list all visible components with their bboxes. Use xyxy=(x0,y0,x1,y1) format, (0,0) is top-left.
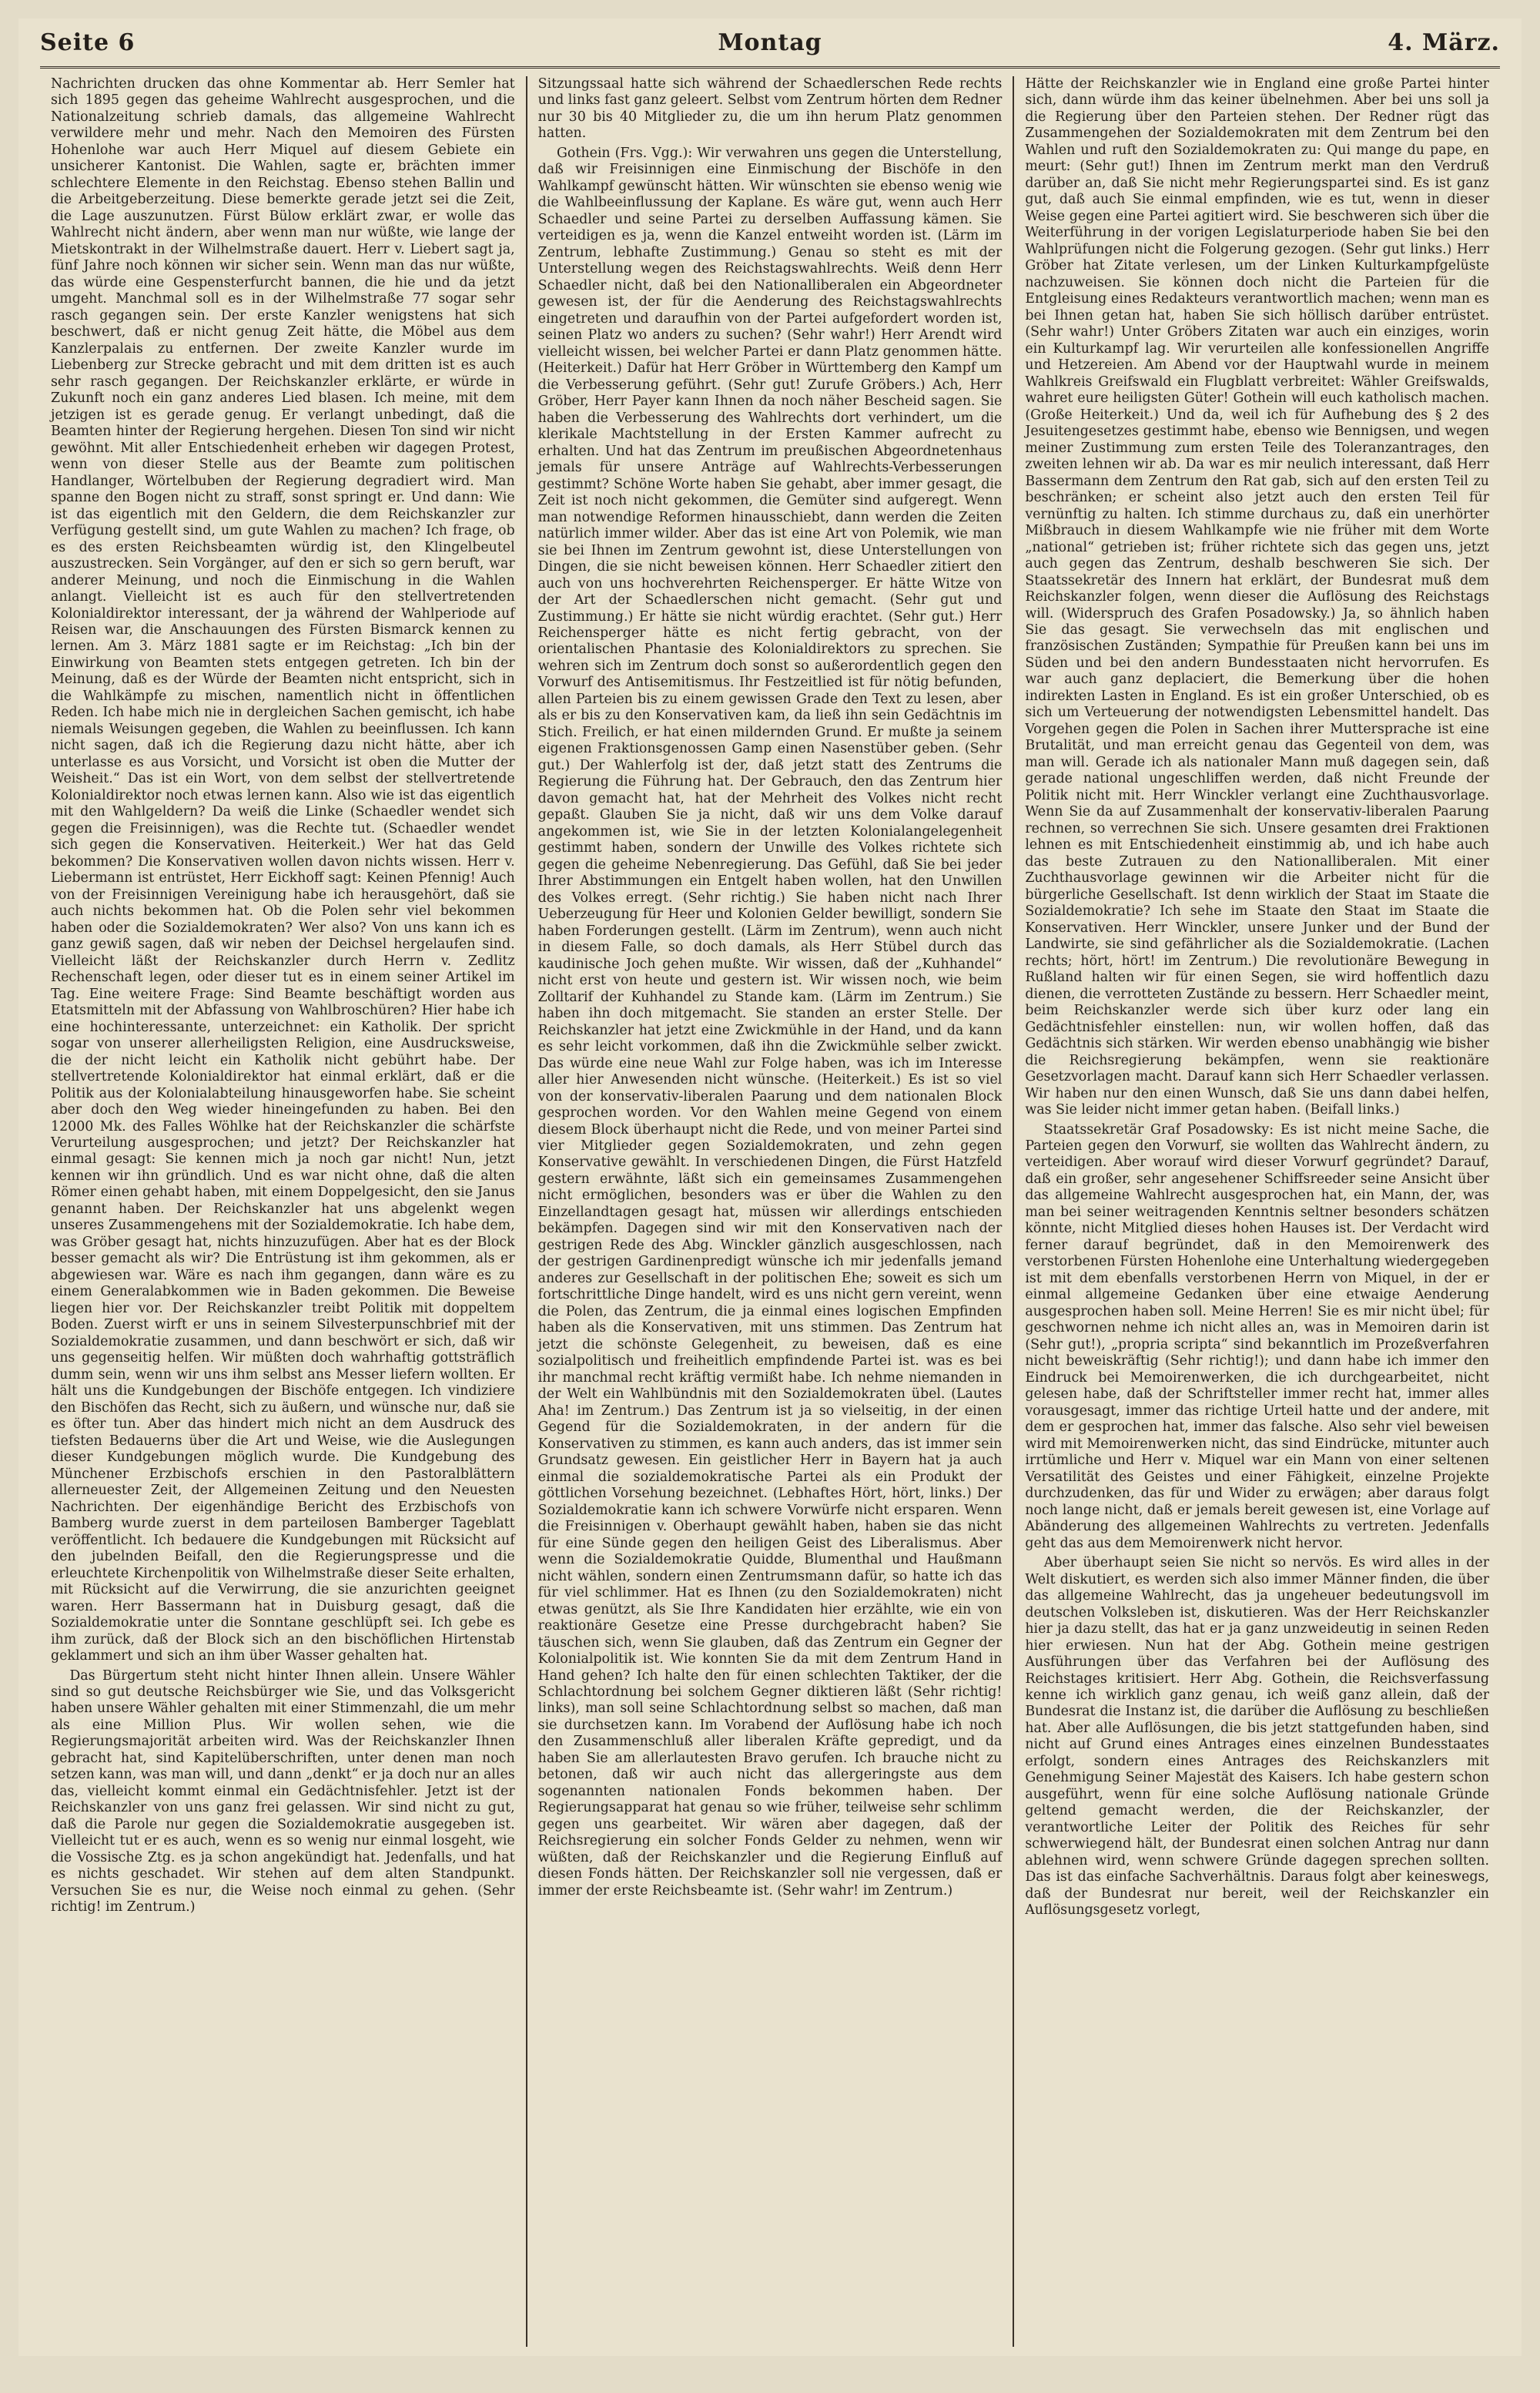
paragraph: Sitzungssaal hatte sich während der Schaedlerschen Rede rechts und links fast ganz geleert. Selbst vom Zentrum hörten dem Redner nur 30 bis 40 Mitglieder zu, die um ihn herum Platz genommen hatten. xyxy=(537,76,1003,142)
page-weekday: Montag xyxy=(718,28,822,56)
page-date: 4. März. xyxy=(1388,28,1500,56)
article-columns xyxy=(40,76,1500,2347)
paragraph: Staatssekretär Graf Posadowsky: Es ist nicht meine Sache, die Parteien gegen den Vorwurf, sie wollten das Wahlrecht ändern, zu verteidigen. Aber worauf wird dieser Vorwurf gegründet? Darauf, daß ein großer, sehr angesehener Schiffsreeder seine Ansicht über das allgemeine Wahlrecht ausgesprochen hat, ein Mann, der, was man bei seiner weitragenden Kenntnis seltner besonders schätzen könnte, nicht Mitglied dieses hohen Hauses ist. Der Verdacht wird ferner darauf begründet, daß in den Memoirenwerk des verstorbenen Fürsten Hohenlohe eine Unterhaltung wiedergegeben ist mit dem ebenfalls verstorbenen Herrn von Miquel, in der er einmal allgemeine Gedanken über eine etwaige Aenderung ausgesprochen haben soll. Meine Herren! Sie es mir nicht übel; für geschwornen nehme ich nicht alles an, was in Memoiren darin ist (Sehr gut!), „propria scripta“ sind bekanntlich im Prozeßverfahren nicht beweiskräftig (Sehr richtig!); und dann habe ich immer den Eindruck bei Memoirenwerken, die ich durchgearbeitet, nicht gelesen habe, daß der Schriftsteller immer recht hat, immer alles vorausgesagt, immer das richtige Urteil hatte und der andere, mit dem er gesprochen hat, immer das falsche. Also sehr viel beweisen wird mit Memoirenwerken nicht, das sind Eindrücke, mitunter auch irrtümliche und Herr v. Miquel war ein Mann von einer seltenen Versatilität des Geistes und einer Fähigkeit, einzelne Projekte durchzudenken, das für und Wider zu erwägen; aber daraus folgt noch lange nicht, daß er jemals bereit gewesen ist, eine Vorlage auf Abänderung des allgemeinen Wahlrechts zu vertreten. Jedenfalls geht das aus dem Memoirenwerk nicht hervor. xyxy=(1025,1121,1490,1551)
page-header xyxy=(40,18,1500,69)
newspaper-page xyxy=(18,18,1522,2356)
page-number: Seite 6 xyxy=(40,28,136,56)
paragraph: Aber überhaupt seien Sie nicht so nervös. Es wird alles in der Welt diskutiert, es werden sich also immer Männer finden, die über das allgemeine Wahlrecht, das ja ungeheuer bedeutungsvoll im deutschen Volksleben ist, diskutieren. Was der Herr Reichskanzler hier ja dazu stellt, das hat er ja ganz unzweideutig in seinen Reden hier erwiesen. Nun hat der Abg. Gothein meine gestrigen Ausführungen über das Verfahren bei der Auflösung des Reichstages kritisiert. Herr Abg. Gothein, die Reichsverfassung kenne ich wirklich ganz genau, ich weiß ganz allein, daß der Bundesrat die Instanz ist, die darüber die Auflösung zu beschließen hat. Aber alle Auflösungen, die bis jetzt stattgefunden haben, sind nicht auf Grund eines Antrages eines einzelnen Bundesstaates erfolgt, sondern eines Antrages des Reichskanzlers mit Genehmigung Seiner Majestät des Kaisers. Ich habe gestern schon ausgeführt, wenn für eine solche Auflösung nationale Gründe geltend gemacht werden, die der Reichskanzler, der verantwortliche Leiter der Politik des Reiches für sehr schwerwiegend hält, der Bundesrat einen solchen Antrag nur dann ablehnen wird, wenn schwere Gründe dagegen sprechen sollten. Das ist das einfache Sachverhältnis. Daraus folgt aber keineswegs, daß der Bundesrat nur bereit, weil der Reichskanzler ein Auflösungsgesetz vorlegt, xyxy=(1025,1555,1490,1919)
column-1 xyxy=(40,76,526,2347)
paragraph: Nachrichten drucken das ohne Kommentar ab. Herr Semler hat sich 1895 gegen das geheime Wahlrecht ausgesprochen, und die Nationalzeitung schrieb damals, das allgemeine Wahlrecht verwildere mehr und mehr. Nach den Memoiren des Fürsten Hohenlohe war auch Herr Miquel auf diesem Gebiete ein unsicherer Kantonist. Die Wahlen, sagte er, brächten immer schlechtere Elemente in den Reichstag. Ebenso stehen Ballin und die Arbeitgeberzeitung. Diese bemerkte gerade jetzt sei die Zeit, die Lage auszunutzen. Fürst Bülow erklärt zwar, er wolle das Wahlrecht nicht ändern, aber wenn man nur wüßte, wie lange der Mietskontrakt in der Wilhelmstraße dauert. Herr v. Liebert sagt ja, fünf Jahre noch können wir sicher sein. Wenn man das nur wüßte, das würde eine Gespensterfurcht bannen, die hie und da jetzt umgeht. Manchmal soll es in der Wilhelmstraße 77 sogar sehr rasch gegangen sein. Der erste Kanzler wenigstens hat sich beschwert, daß er nicht genug Zeit hätte, die Möbel aus dem Kanzlerpalais zu entfernen. Der zweite Kanzler wurde im Liebenberg zur Strecke gebracht und mit dem dritten ist es auch sehr rasch gegangen. Der Reichskanzler erklärte, er würde in Zukunft noch ein ganz anderes Lied blasen. Ich meine, mit dem jetzigen ist es gerade genug. Er verlangt unbedingt, daß die Beamten hinter der Regierung hergehen. Diesen Ton sind wir nicht gewöhnt. Mit aller Entschiedenheit erheben wir dagegen Protest, wenn von dieser Stelle aus der Beamte zum politischen Handlanger, Wörtelbuben der Regierung degradiert wird. Man spanne den Bogen nicht zu straff, sonst springt er. Und dann: Wie ist das eigentlich mit den Geldern, die dem Reichskanzler zur Verfügung gestellt sind, um gute Wahlen zu machen? Ich frage, ob es des ersten Reichsbeamten würdig ist, den Klingelbeutel auszustrecken. Sein Vorgänger, auf den er sich so gern beruft, war anderer Meinung, und noch die Einmischung in die Wahlen anlangt. Vielleicht ist es auch für den stellvertretenden Kolonialdirektor interessant, der ja während der Wahlperiode auf Reisen war, die Anschauungen des Fürsten Bismarck kennen zu lernen. Am 3. März 1881 sagte er im Reichstag: „Ich bin der Einwirkung von Beamten stets entgegen getreten. Ich bin der Meinung, daß es der Würde der Beamten nicht entspricht, sich in die Wahlkämpfe zu mischen, namentlich nicht in öffentlichen Reden. Ich habe mich nie in dergleichen Sachen gemischt, ich habe niemals Weisungen gegeben, die Wahlen zu beeinflussen. Ich kann nicht sagen, daß ich die Regierung dazu nicht hätte, aber ich unterlasse es aus Vorsicht, und Vorsicht ist oben die Mutter der Weisheit.“ Das ist ein Wort, von dem selbst der stellvertretende Kolonialdirektor noch etwas lernen kann. Also wie ist das eigentlich mit den Wahlgeldern? Da weiß die Linke (Schaedler wendet sich gegen die Freisinnigen), was die Rechte tut. (Schaedler wendet sich gegen die Konservativen. Heiterkeit.) Wer hat das Geld bekommen? Die Konservativen wollen davon nichts wissen. Herr v. Liebermann ist entrüstet, Herr Eickhoff sagt: Keinen Pfennig! Auch von der Freisinnigen Vereinigung habe ich herausgehört, daß sie auch nichts bekommen hat. Ob die Polen sehr viel bekommen haben oder die Sozialdemokraten? Wer also? Von uns kann ich es ganz gewiß sagen, daß wir neben der Deichsel hergelaufen sind. Vielleicht läßt der Reichskanzler durch Herrn v. Zedlitz Rechenschaft legen, oder dieser tut es in einem seiner Artikel im Tag. Eine weitere Frage: Sind Beamte beschäftigt worden aus Etatsmitteln mit der Abfassung von Wahlbroschüren? Hier habe ich eine hochinteressante, unterzeichnet: ein Katholik. Der spricht sogar von unserer allerheiligsten Religion, eine Ausdrucksweise, die der nicht leicht ein Katholik nicht gebührt habe. Der stellvertretende Kolonialdirektor hat einmal erklärt, daß er die Politik aus der Kolonialabteilung hinausgeworfen habe. Sie scheint aber doch den Weg wieder hineingefunden zu haben. Bei den 12000 Mk. des Falles Wöhlke hat der Reichskanzler die schärfste Verurteilung ausgesprochen; und jetzt? Der Reichskanzler hat einmal gesagt: Sie kennen mich ja noch gar nicht! Nun, jetzt kennen wir ihn gründlich. Und es war nicht ohne, daß die alten Römer einen gehabt haben, mit einem Doppelgesicht, den sie Janus genannt haben. Der Reichskanzler hat uns abgelenkt wegen unseres Zusammengehens mit der Sozialdemokratie. Ich habe dem, was Gröber gesagt hat, nichts hinzuzufügen. Aber hat es der Block besser gemacht als wir? Die Entrüstung ist ihm gekommen, als er abgewiesen war. Wäre es nach ihm gegangen, dann wäre es zu einem Generalabkommen wie in Baden gekommen. Die Beweise liegen hier vor. Der Reichskanzler treibt Politik mit doppeltem Boden. Zuerst wirft er uns in seinem Silvesterpunschbrief mit der Sozialdemokratie zusammen, und dann beschwört er sich, daß wir uns gegenseitig helfen. Wir müßten doch wahrhaftig gottsträflich dumm sein, wenn wir uns ihm selbst ans Messer liefern wollten. Er hält uns die Kundgebungen der Bischöfe entgegen. Ich vindiziere den Bischöfen das Recht, sich zu äußern, und wünsche nur, daß sie es öfter tun. Aber das hindert mich nicht an dem Ausdruck des tiefsten Bedauerns über die Art und Weise, wie die Auslegungen dieser Kundgebungen möglich wurde. Die Kundgebung des Münchener Erzbischofs erschien in den Pastoralblättern allerneuester Zeit, der Allgemeinen Zeitung und den Neuesten Nachrichten. Der eigenhändige Bericht des Erzbischofs von Bamberg wurde zuerst in dem parteilosen Bamberger Tageblatt veröffentlicht. Ich bedauere die Kundgebungen mit Rücksicht auf den jubelnden Beifall, den die Regierungspresse und die erleuchtete Kirchenpolitik von Wilhelmstraße dieser Seite erhalten, mit Rücksicht auf die Verwirrung, die sie anzurichten geeignet waren. Herr Bassermann hat in Duisburg gesagt, daß die Sozialdemokratie unter die Sonntane geschlüpft sei. Ich gebe es ihm zurück, daß der Block sich an den bischöflichen Hirtenstab geklammert und sich an ihm über Wasser gehalten hat. xyxy=(51,76,515,1664)
column-2 xyxy=(526,76,1013,2347)
paragraph: Hätte der Reichskanzler wie in England eine große Partei hinter sich, dann würde ihm das keiner übelnehmen. Aber bei uns soll ja die Regierung über den Parteien stehen. Der Redner rügt das Zusammengehen der Sozialdemokraten mit dem Zentrum bei den Wahlen und ruft den Sozialdemokraten zu: Qui mange du pape, en meurt: (Sehr gut!) Ihnen im Zentrum merkt man den Verdruß darüber an, daß Sie nicht mehr Regierungspartei sind. Es ist ganz gut, daß auch Sie einmal empfinden, wie es tut, wenn in dieser Weise gegen eine Partei agitiert wird. Sie beschweren sich über die Weiterführung in der vorigen Legislaturperiode haben Sie bei den Wahlprüfungen nicht die Folgerung gezogen. (Sehr gut links.) Herr Gröber hat Zitate verlesen, um der Linken Kulturkampfgelüste nachzuweisen. Sie können doch nicht die Parteien für die Entgleisung eines Redakteurs verantwortlich machen; wenn man es bei Ihnen getan hat, haben Sie sich höllisch darüber entrüstet. (Sehr wahr!) Unter Gröbers Zitaten war auch ein einziges, worin ein Kulturkampf lag. Wir verurteilen alle konfessionellen Angriffe und Hetzereien. Am Abend vor der Hauptwahl wurde in meinem Wahlkreis Greifswald ein Flugblatt verbreitet: Wähler Greifswalds, wahret eure heiligsten Güter! Gothein will euch katholisch machen. (Große Heiterkeit.) Und da, weil ich für Aufhebung des § 2 des Jesuitengesetzes gestimmt habe, ebenso wie Bennigsen, und wegen meiner Zustimmung zum ersten Teile des Toleranzantrages, den zweiten lehnen wir ab. Da war es mir neulich interessant, daß Herr Bassermann dem Zentrum den Rat gab, sich auf den ersten Teil zu beschränken; er scheint also jetzt auch den ersten Teil für vernünftig zu halten. Ich stimme durchaus zu, daß ein unerhörter Mißbrauch in diesem Wahlkampfe wie nie früher mit dem Worte „national“ getrieben ist; früher richtete sich das gegen uns, jetzt auch gegen das Zentrum, deshalb beschweren Sie sich. Der Staatssekretär des Innern hat erklärt, der Bundesrat muß dem Reichskanzler folgen, wenn dieser die Auflösung des Reichstags will. (Widerspruch des Grafen Posadowsky.) Ja, so ähnlich haben Sie das gesagt. Sie verwechseln das mit englischen und französischen Zuständen; Sympathie für Preußen kann bei uns im Süden und bei den andern Bundesstaaten nicht hervorrufen. Es war auch ganz deplaciert, die Bemerkung über die hohen indirekten Lasten in England. Es ist ein großer Unterschied, ob es sich um Verteuerung der notwendigsten Lebensmittel handelt. Das Vorgehen gegen die Polen in Sachen ihrer Muttersprache ist eine Brutalität, und man erreicht genau das Gegenteil von dem, was man will. Gerade ich als nationaler Mann muß dagegen sein, daß gerade national ungeschliffen werden, daß nicht Freunde der Politik nicht mit. Herr Winckler verlangt eine Zuchthausvorlage. Wenn Sie da auf Zusammenhalt der konservativ-liberalen Paarung rechnen, so verrechnen Sie sich. Unsere gesamten drei Fraktionen lehnen es mit Entschiedenheit einstimmig ab, und ich habe auch das beste Zutrauen zu den Nationalliberalen. Mit einer Zuchthausvorlage gewinnen wir die Arbeiter nicht für die bürgerliche Gesellschaft. Ist denn wirklich der Staat im Staate die Sozialdemokratie? Ich sehe im Staate den Staat im Staate die Konservativen. Herr Winckler, unsere Junker und der Bund der Landwirte, sie sind gefährlicher als die Sozialdemokratie. (Lachen rechts; hört, hört! im Zentrum.) Die revolutionäre Bewegung in Rußland halten wir für einen Segen, sie wird hoffentlich dazu dienen, die verrotteten Zustände zu bessern. Herr Schaedler meint, beim Reichskanzler werde sich über kurz oder lang ein Gedächtnisfehler einstellen: nun, wir wollen hoffen, daß das Gedächtnis sich stärken. Wir werden ebenso unabhängig wie bisher die Reichsregierung bekämpfen, wenn sie reaktionäre Gesetzvorlagen macht. Darauf kann sich Herr Schaedler verlassen. Wir haben nur den einen Wunsch, daß Sie uns dann dabei helfen, was Sie leider nicht immer getan haben. (Beifall links.) xyxy=(1025,76,1490,1118)
paragraph: Das Bürgertum steht nicht hinter Ihnen allein. Unsere Wähler sind so gut deutsche Reichsbürger wie Sie, und das Volksgericht haben unsere Wähler gehalten mit einer Stimmenzahl, die um mehr als eine Million Plus. Wir wollen sehen, wie die Regierungsmajorität arbeiten wird. Was der Reichskanzler Ihnen gebracht hat, sind Kapitelüberschriften, unter denen man noch setzen kann, was man will, und dann „denkt“ er ja doch nur an alles das, vielleicht kommt einmal ein Gedächtnisfehler. Jetzt ist der Reichskanzler von uns ganz frei gelassen. Wir sind nicht zu gut, daß die Parole nur gegen die Sozialdemokratie ausgegeben ist. Vielleicht tut er es auch, wenn es so wenig nur einmal losgeht, wie die Vossische Ztg. es ja schon angekündigt hat. Jedenfalls, und hat es nichts geschadet. Wir stehen auf dem alten Standpunkt. Versuchen Sie es nur, die Weise noch einmal zu gehen. (Sehr richtig! im Zentrum.) xyxy=(51,1667,515,1915)
paragraph: Gothein (Frs. Vgg.): Wir verwahren uns gegen die Unterstellung, daß wir Freisinnigen eine Einmischung der Bischöfe in den Wahlkampf gewünscht hätten. Wir wünschten sie ebenso wenig wie die Wahlbeeinflussung der Kaplane. Es wäre gut, wenn auch Herr Schaedler und seine Partei zu derselben Auffassung kämen. Sie verteidigen es ja, wenn die Kanzel entweiht worden ist. (Lärm im Zentrum, lebhafte Zustimmung.) Genau so steht es mit der Unterstellung wegen des Reichstagswahlrechts. Weiß denn Herr Schaedler nicht, daß bei den Nationalliberalen ein Abgeordneter gewesen ist, der für die Aenderung des Reichstagswahlrechts eingetreten und daraufhin von der Partei aufgefordert worden ist, seinen Platz wo anders zu suchen? (Sehr wahr!) Herr Arendt wird vielleicht wissen, bei welcher Partei er dann Platz genommen hätte. (Heiterkeit.) Dafür hat Herr Gröber in Württemberg den Kampf um die Verbesserung geführt. (Sehr gut! Zurufe Gröbers.) Ach, Herr Gröber, Herr Payer kann Ihnen da noch näher Bescheid sagen. Sie haben die Verbesserung des Wahlrechts dort verhindert, um die klerikale Machtstellung in der Ersten Kammer aufrecht zu erhalten. Und hat das Zentrum im preußischen Abgeordnetenhaus jemals für unsere Anträge auf Wahlrechts-Verbesserungen gestimmt? Schöne Worte haben Sie gehabt, aber immer gesagt, die Zeit ist noch nicht gekommen, die Gemüter sind aufgeregt. Wenn man notwendige Reformen hinausschiebt, dann werden die Zeiten natürlich immer wilder. Aber das ist eine Art von Polemik, wie man sie bei Ihnen im Zentrum gewohnt ist, diese Unterstellungen von Dingen, die sie nicht beweisen können. Herr Schaedler zitiert den auch von uns hochverehrten Reichensperger. Er hätte Witze von der Art der Schaedlerschen nicht gemacht. (Sehr gut und Zustimmung.) Er hätte sie nicht würdig erachtet. (Sehr gut.) Herr Reichensperger hätte es nicht fertig gebracht, von der orientalischen Phantasie des Kolonialdirektors zu sprechen. Sie wehren sich im Zentrum doch sonst so außerordentlich gegen den Vorwurf des Antisemitismus. Ihr Festzeitlied ist für nötig befunden, allen Parteien bis zu einem gewissen Grade den Text zu lesen, aber als er bis zu den Konservativen kam, da ließ ihn sein Gedächtnis im Stich. Freilich, er hat einen mildernden Grund. Er mußte ja seinem eigenen Fraktionsgenossen Gamp einen Nasenstüber geben. (Sehr gut.) Der Wahlerfolg ist der, daß jetzt statt des Zentrums die Regierung die Führung hat. Der Gebrauch, den das Zentrum hier davon gemacht hat, hat der Mehrheit des Volkes nicht recht gepaßt. Glauben Sie ja nicht, daß wir uns dem Volke darauf angekommen ist, wie Sie in der letzten Kolonialangelegenheit gestimmt haben, sondern der Unwille des Volkes richtete sich gegen die geheime Nebenregierung. Das Gefühl, daß Sie bei jeder Ihrer Abstimmungen ein Entgelt haben wollen, hat den Unwillen des Volkes erregt. (Sehr richtig.) Sie haben nicht nach Ihrer Ueberzeugung für Heer und Kolonien Gelder bewilligt, sondern Sie haben Forderungen gestellt. (Lärm im Zentrum), wenn auch nicht in diesem Falle, so doch damals, als Herr Stübel durch das kaudinische Joch gehen mußte. Wir wissen, daß der „Kuhhandel“ nicht erst von heute und gestern ist. Wir wissen noch, wie beim Zolltarif der Kuhhandel zu Stande kam. (Lärm im Zentrum.) Sie haben ihn doch mitgemacht. Sie standen an erster Stelle. Der Reichskanzler hat jetzt eine Zwickmühle in der Hand, und da kann es sehr leicht vorkommen, daß ihn die Zwickmühle selber zwickt. Das würde eine neue Wahl zur Folge haben, was ich im Interesse aller hier Anwesenden nicht wünsche. (Heiterkeit.) Es ist so viel von der konservativ-liberalen Paarung und dem nationalen Block gesprochen worden. Vor den Wahlen meine Gegend von einem diesem Block überhaupt nicht die Rede, und von meiner Partei sind vier Mitglieder gegen Sozialdemokraten, und zehn gegen Konservative gewählt. In verschiedenen Dingen, die Fürst Hatzfeld gestern erwähnte, läßt sich ein gemeinsames Zusammengehen nicht ermöglichen, besonders was er über die Wahlen zu den Einzellandtagen gesagt hat, müssen wir allerdings entschieden bekämpfen. Dagegen sind wir mit den Konservativen nach der gestrigen Rede des Abg. Winckler gänzlich ausgeschlossen, nach der gestrigen Gardinenpredigt wünsche ich mir jedenfalls jemand anderes zur Gesellschaft in der politischen Ehe; soweit es sich um fortschrittliche Dinge handelt, wird es uns nicht gern vereint, wenn die Polen, das Zentrum, die ja einmal eines logischen Empfinden haben als die Konservativen, mit uns stimmen. Das Zentrum hat jetzt die schönste Gelegenheit, zu beweisen, daß es eine sozialpolitisch und freiheitlich empfindende Partei ist. was es bei ihr manchmal recht kräftig vermißt habe. Ich nehme niemanden in der Welt ein Wahlbündnis mit den Sozialdemokraten übel. (Lautes Aha! im Zentrum.) Das Zentrum ist ja so vielseitig, in der einen Gegend für die Sozialdemokraten, in der andern für die Konservativen zu stimmen, es kann auch anders, das ist immer sein Grundsatz gewesen. Ein geistlicher Herr in Bayern hat ja auch einmal die sozialdemokratische Partei als ein Produkt der göttlichen Vorsehung bezeichnet. (Lebhaftes Hört, hört, links.) Der Sozialdemokratie kann ich schwere Vorwürfe nicht ersparen. Wenn die Freisinnigen v. Oberhaupt gewählt haben, haben sie das nicht für eine Sünde gegen den heiligen Geist des Liberalismus. Aber wenn die Sozialdemokratie Quidde, Blumenthal und Haußmann nicht wählen, sondern einen Zentrumsmann dafür, so hatte ich das für viel schlimmer. Hat es Ihnen (zu den Sozialdemokraten) nicht etwas genützt, als Sie Ihre Kandidaten hier erzählte, wie ein von reaktionäre Gesetze eine Presse durchgebracht haben? Sie täuschen sich, wenn Sie glauben, daß das Zentrum ein Gegner der Kolonialpolitik ist. Wie konnten Sie da mit dem Zentrum Hand in Hand gehen? Ich halte den für einen schlechten Taktiker, der die Schlachtordnung bei solchem Gegner diktieren läßt (Sehr richtig! links), man soll seine Schlachtordnung selbst so machen, daß man sie durchsetzen kann. Im Vorabend der Auflösung habe ich noch den Zusammenschluß aller liberalen Kräfte gepredigt, und da haben Sie am allerlautesten Bravo gerufen. Ich brauche nicht zu betonen, daß wir auch nicht das allergeringste aus dem sogenannten nationalen Fonds bekommen haben. Der Regierungsapparat hat genau so wie früher, teilweise sehr schlimm gegen uns gearbeitet. Wir wären aber dagegen, daß der Reichsregierung ein solcher Fonds Gelder zu nehmen, wenn wir wüßten, daß der Reichskanzler und die Regierung Einfluß auf diesen Fonds hätten. Der Reichskanzler soll nie vergessen, daß er immer der erste Reichsbeamte ist. (Sehr wahr! im Zentrum.) xyxy=(537,145,1003,1899)
column-3 xyxy=(1013,76,1500,2347)
